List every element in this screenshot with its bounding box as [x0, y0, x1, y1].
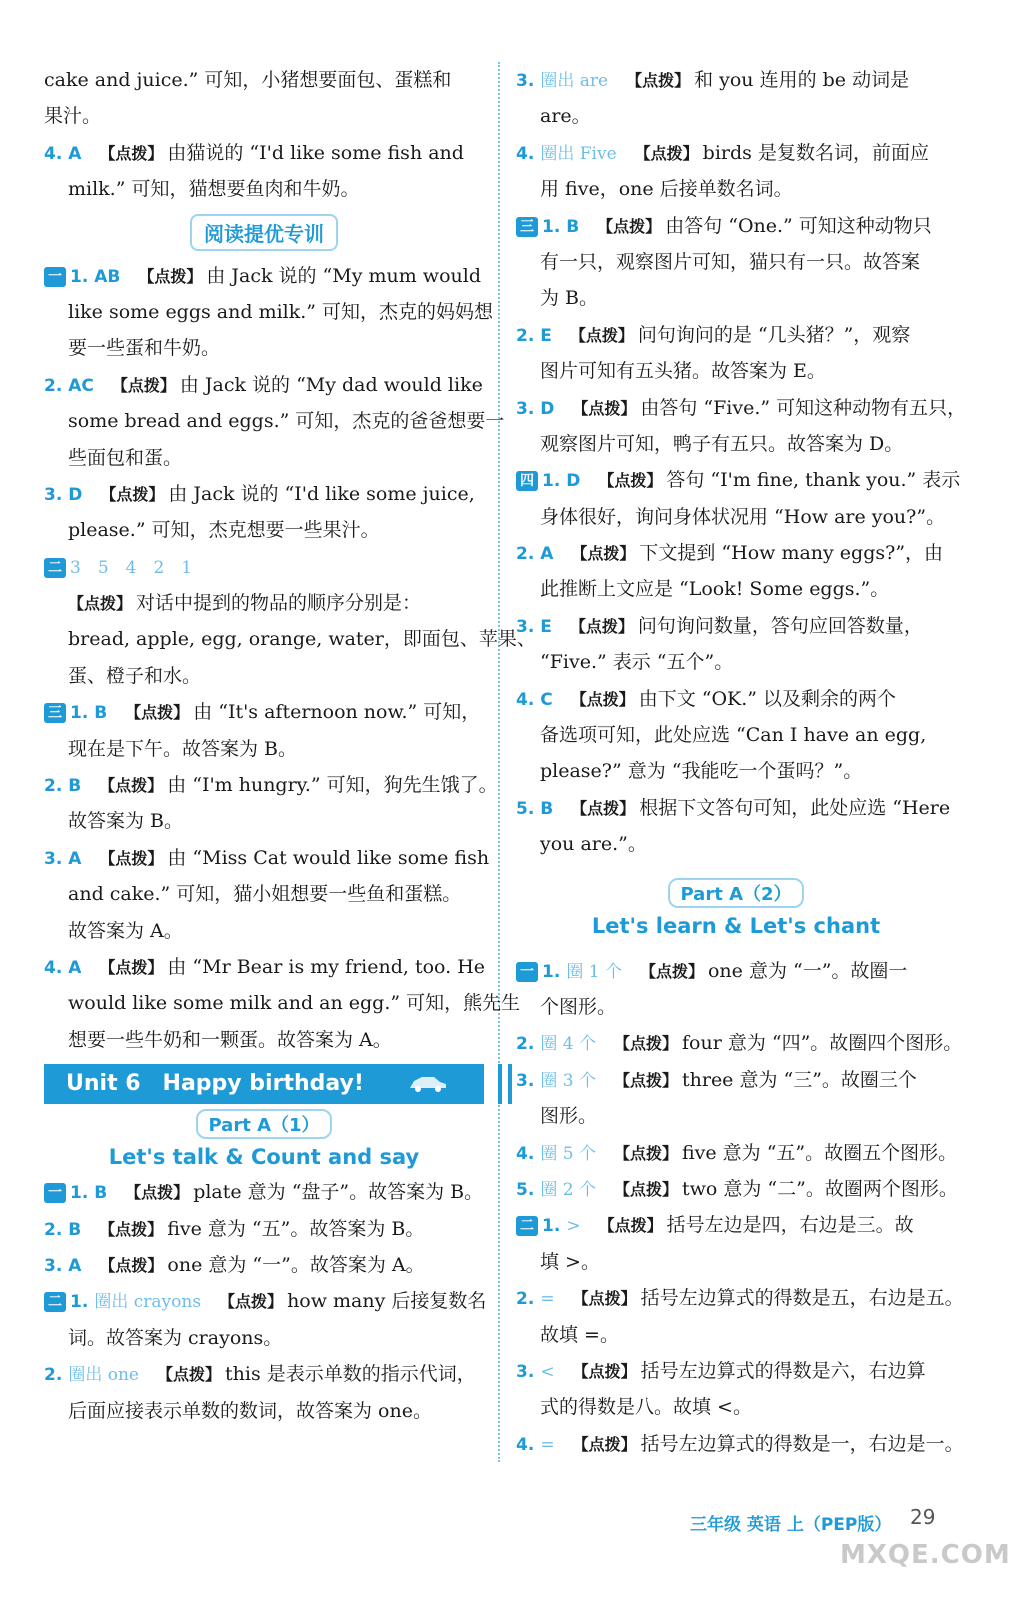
- answer-item: 3. < 【点拨】 括号左边算式的得数是六，右边算: [516, 1359, 926, 1382]
- answer-item: 一 1. 圈 1 个 【点拨】 one 意为 “一”。故圈一: [516, 953, 956, 989]
- text-line: 【点拨】 对话中提到的物品的顺序分别是：: [68, 592, 422, 615]
- answer-item: 4. A 【点拨】 由猫说的 “I'd like some fish and: [44, 141, 464, 164]
- answer-item: 5. B 【点拨】 根据下文答句可知，此处应选 “Here: [516, 796, 951, 819]
- section-number-icon: 一: [44, 267, 66, 287]
- section-heading: 阅读提优专训: [44, 208, 484, 258]
- part-subheading: Let's talk & Count and say: [108, 1145, 420, 1170]
- answer-item: 2. A 【点拨】 下文提到 “How many eggs?”，由: [516, 542, 944, 565]
- text-line: “Five.” 表示 “五个”。: [540, 651, 734, 674]
- text-line: 故填 =。: [540, 1323, 619, 1346]
- text-line: milk.” 可知，猫想要鱼肉和牛奶。: [68, 178, 360, 201]
- text-line: cake and juice.” 可知，小猪想要面包、蛋糕和: [44, 69, 452, 91]
- part-heading: Part A（1）: [44, 1108, 484, 1140]
- answer-item: 2. 圈 4 个 【点拨】 four 意为 “四”。故圈四个图形。: [516, 1032, 963, 1055]
- right-column: [516, 62, 967, 1462]
- text-line: 用 five，one 后接单数名词。: [540, 178, 793, 201]
- section-number-icon: 二: [44, 558, 66, 578]
- answer-item: 2. 圈出 one 【点拨】 this 是表示单数的指示代词，: [44, 1363, 476, 1386]
- section-number-icon: 一: [516, 962, 538, 982]
- text-line: 图片可知有五头猪。故答案为 E。: [540, 360, 826, 383]
- text-line: you are.”。: [540, 833, 647, 856]
- answer-item: 3. 圈出 are 【点拨】 和 you 连用的 be 动词是: [516, 69, 910, 91]
- text-line: 此推断上文应是 “Look! Some eggs.”。: [540, 578, 890, 601]
- text-line: 观察图片可知，鸭子有五只。故答案为 D。: [540, 432, 904, 455]
- text-line: please?” 意为 “我能吃一个蛋吗？”。: [540, 760, 863, 783]
- answer-item: 3. D 【点拨】 由 Jack 说的 “I'd like some juice,: [44, 482, 475, 505]
- text-line: 词。故答案为 crayons。: [68, 1326, 283, 1349]
- footer-grade-label: 三年级 英语 上（PEP版）: [690, 1515, 892, 1535]
- text-line: 想要一些牛奶和一颗蛋。故答案为 A。: [68, 1028, 392, 1051]
- part-heading: Part A（2）: [516, 877, 956, 909]
- text-line: 有一只，观察图片可知，猫只有一只。故答案: [540, 250, 921, 273]
- answer-item: 2. = 【点拨】 括号左边算式的得数是五，右边是五。: [516, 1287, 964, 1310]
- column-divider: [498, 62, 500, 1462]
- text-line: 图形。: [540, 1105, 598, 1128]
- section-number-icon: 一: [44, 1183, 66, 1203]
- answer-item: 3. D 【点拨】 由答句 “Five.” 可知这种动物有五只，: [516, 396, 967, 419]
- answer-item: 4. C 【点拨】 由下文 “OK.” 以及剩余的两个: [516, 687, 897, 710]
- answer-item: 三 1. B 【点拨】 由答句 “One.” 可知这种动物只: [516, 208, 956, 244]
- section-number-icon: 四: [516, 471, 538, 491]
- text-line: 填 >。: [540, 1250, 600, 1273]
- text-line: 个图形。: [540, 995, 617, 1018]
- unit-banner: Unit 6 Happy birthday!: [44, 1064, 484, 1104]
- section-number-icon: 二: [44, 1292, 66, 1312]
- text-line: 故答案为 B。: [68, 810, 184, 833]
- text-line: 后面应接表示单数的数词，故答案为 one。: [68, 1399, 432, 1422]
- page-number: 29: [910, 1505, 936, 1529]
- answer-item: 3. A 【点拨】 由 “Miss Cat would like some fish: [44, 846, 490, 869]
- section-number-icon: 三: [516, 217, 538, 237]
- text-line: would like some milk and an egg.” 可知，熊先生: [68, 992, 521, 1015]
- answer-item: 3. A 【点拨】 one 意为 “一”。故答案为 A。: [44, 1253, 425, 1276]
- answer-item: 3. E 【点拨】 问句询问数量，答句应回答数量，: [516, 614, 923, 637]
- answer-item: 2. AC 【点拨】 由 Jack 说的 “My dad would like: [44, 373, 483, 396]
- section-number-icon: 三: [44, 703, 66, 723]
- text-line: 蛋、橙子和水。: [68, 664, 202, 687]
- watermark: MXQE.COM: [840, 1540, 1011, 1570]
- section-number-icon: 二: [516, 1216, 538, 1236]
- answer-item: 二 1. > 【点拨】 括号左边是四，右边是三。故: [516, 1207, 956, 1243]
- text-line: 式的得数是八。故填 <。: [540, 1396, 752, 1419]
- answer-item: 4. A 【点拨】 由 “Mr Bear is my friend, too. He: [44, 955, 486, 978]
- answer-item: 2. B 【点拨】 由 “I'm hungry.” 可知，狗先生饿了。: [44, 774, 498, 797]
- answer-item: 一 1. B 【点拨】 plate 意为 “盘子”。故答案为 B。: [44, 1174, 484, 1210]
- text-line: 现在是下午。故答案为 B。: [68, 737, 298, 760]
- car-icon: [408, 1074, 448, 1092]
- part-subheading: Let's learn & Let's chant: [591, 913, 881, 938]
- answer-item: 5. 圈 2 个 【点拨】 two 意为 “二”。故圈两个图形。: [516, 1177, 958, 1200]
- left-column: [44, 62, 536, 1429]
- text-line: please.” 可知，杰克想要一些果汁。: [68, 519, 380, 542]
- answer-item: 四 1. D 【点拨】 答句 “I'm fine, thank you.” 表示: [516, 462, 956, 498]
- answer-item: 二 3 5 4 2 1: [44, 549, 484, 585]
- answer-item: 2. E 【点拨】 问句询问的是 “几头猪？”，观察: [516, 323, 911, 346]
- text-line: 要一些蛋和牛奶。: [68, 337, 221, 360]
- text-line: 身体很好，询问身体状况用 “How are you?”。: [540, 505, 946, 528]
- text-line: some bread and eggs.” 可知，杰克的爸爸想要一: [68, 410, 505, 433]
- answer-item: 4. 圈出 Five 【点拨】 birds 是复数名词，前面应: [516, 141, 929, 164]
- text-line: 些面包和蛋。: [68, 446, 183, 469]
- answer-item: 三 1. B 【点拨】 由 “It's afternoon now.” 可知，: [44, 694, 484, 730]
- text-line: 果汁。: [44, 105, 102, 128]
- text-line: 为 B。: [540, 287, 599, 310]
- text-line: 故答案为 A。: [68, 919, 183, 942]
- text-line: bread, apple, egg, orange, water，即面包、苹果、: [68, 628, 536, 651]
- answer-item: 4. = 【点拨】 括号左边算式的得数是一，右边是一。: [516, 1432, 964, 1455]
- text-line: like some eggs and milk.” 可知，杰克的妈妈想: [68, 300, 494, 323]
- answer-item: 二 1. 圈出 crayons 【点拨】 how many 后接复数名: [44, 1283, 484, 1319]
- answer-item: 3. 圈 3 个 【点拨】 three 意为 “三”。故圈三个: [516, 1068, 917, 1091]
- answer-item: 一 1. AB 【点拨】 由 Jack 说的 “My mum would: [44, 258, 484, 294]
- text-line: are。: [540, 105, 591, 128]
- answer-item: 4. 圈 5 个 【点拨】 five 意为 “五”。故圈五个图形。: [516, 1141, 958, 1164]
- text-line: 备选项可知，此处应选 “Can I have an egg,: [540, 724, 927, 747]
- answer-item: 2. B 【点拨】 five 意为 “五”。故答案为 B。: [44, 1217, 425, 1240]
- text-line: and cake.” 可知，猫小姐想要一些鱼和蛋糕。: [68, 883, 462, 906]
